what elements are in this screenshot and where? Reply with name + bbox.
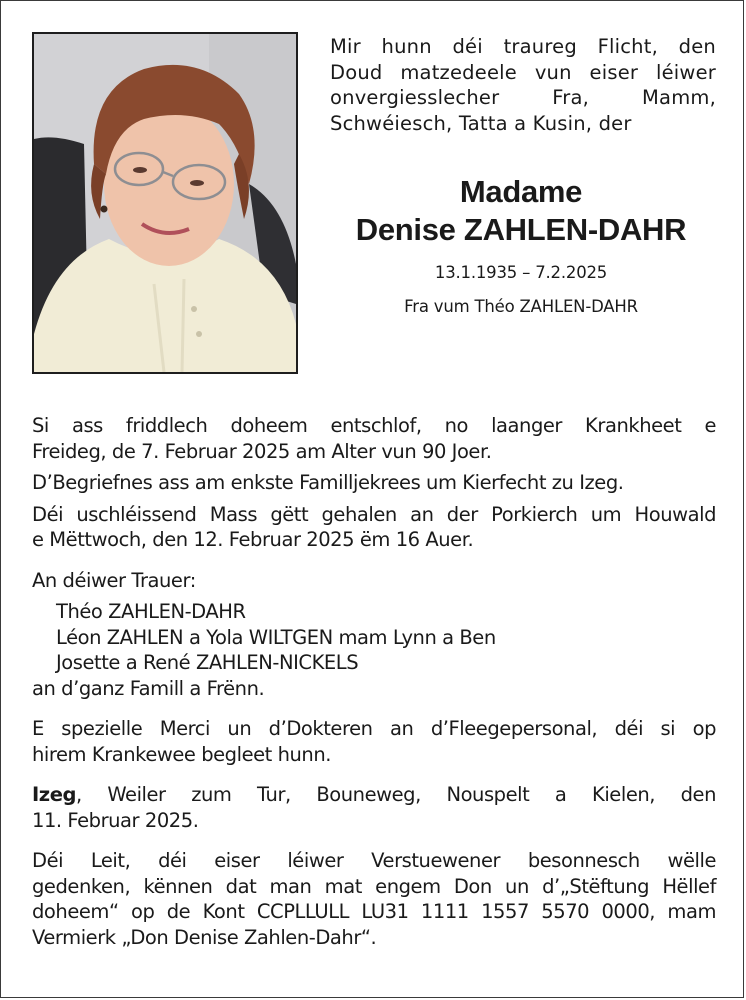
place-date-paragraph xyxy=(32,782,716,833)
place-line xyxy=(32,782,716,808)
intro-line: Doud matzedeele vun eiser léiwer xyxy=(330,60,716,84)
mourners-section xyxy=(32,568,716,702)
deceased-block xyxy=(311,173,731,317)
body-line: hirem Krankewee begleet hunn. xyxy=(32,742,331,766)
place-name: Izeg xyxy=(32,783,76,806)
mourner-entry: Léon ZAHLEN a Yola WILTGEN mam Lynn a Ben xyxy=(56,625,496,649)
intro-line: Mir hunn déi traureg Flicht, den xyxy=(330,35,716,58)
body-line: Freideg, de 7. Februar 2025 am Alter vun 90 Joer. xyxy=(32,439,492,463)
obituary-body xyxy=(32,413,716,950)
body-line: E spezielle Merci un d’Dokteren an d’Fleegepersonal, déi si op xyxy=(32,717,716,740)
intro-line: Schwéiesch, Tatta a Kusin, der xyxy=(330,111,632,135)
mourner-entry: Josette a René ZAHLEN-NICKELS xyxy=(56,651,359,674)
place-list: , Weiler zum Tur, Bouneweg, Nouspelt a Kielen, den xyxy=(76,783,716,806)
body-line: doheem“ op de Kont CCPLLULL LU31 1111 1557 5570 0000, mam xyxy=(32,900,716,923)
portrait-illustration xyxy=(34,34,296,372)
mourner-entry: Théo ZAHLEN-DAHR xyxy=(56,600,246,623)
body-line: Vermierk „Don Denise Zahlen-Dahr“. xyxy=(32,925,377,949)
body-line: Si ass friddlech doheem entschlof, no laanger Krankheet e xyxy=(32,414,716,437)
body-line: e Mëttwoch, den 12. Februar 2025 ëm 16 Auer. xyxy=(32,528,474,551)
mourners-closing: an d’ganz Famill a Frënn. xyxy=(32,676,265,700)
funeral-paragraph: D’Begriefnes ass am enkste Familljekrees um Kierfecht zu Izeg. xyxy=(32,471,624,494)
thanks-paragraph xyxy=(32,716,716,767)
passing-paragraph xyxy=(32,413,716,464)
intro-text xyxy=(330,34,716,136)
deceased-name: Denise ZAHLEN-DAHR xyxy=(355,212,687,247)
body-line: Déi Leit, déi eiser léiwer Verstuewener besonnesch wëlle xyxy=(32,849,716,872)
portrait-photo xyxy=(32,32,298,374)
life-dates: 13.1.1935 – 7.2.2025 xyxy=(434,263,608,282)
mass-paragraph xyxy=(32,502,716,553)
mourners-heading: An déiwer Trauer: xyxy=(32,568,196,592)
deceased-title: Madame xyxy=(459,174,583,209)
spouse-line: Fra vum Théo ZAHLEN-DAHR xyxy=(404,297,638,316)
body-line: Déi uschléissend Mass gëtt gehalen an der Porkierch um Houwald xyxy=(32,502,716,526)
intro-line: onvergiesslecher Fra, Mamm, xyxy=(330,86,716,109)
place-date: 11. Februar 2025. xyxy=(32,808,199,832)
body-line: gedenken, kënnen dat man mat engem Don un d’„Stëftung Hëllef xyxy=(32,874,716,898)
donation-paragraph xyxy=(32,848,716,950)
